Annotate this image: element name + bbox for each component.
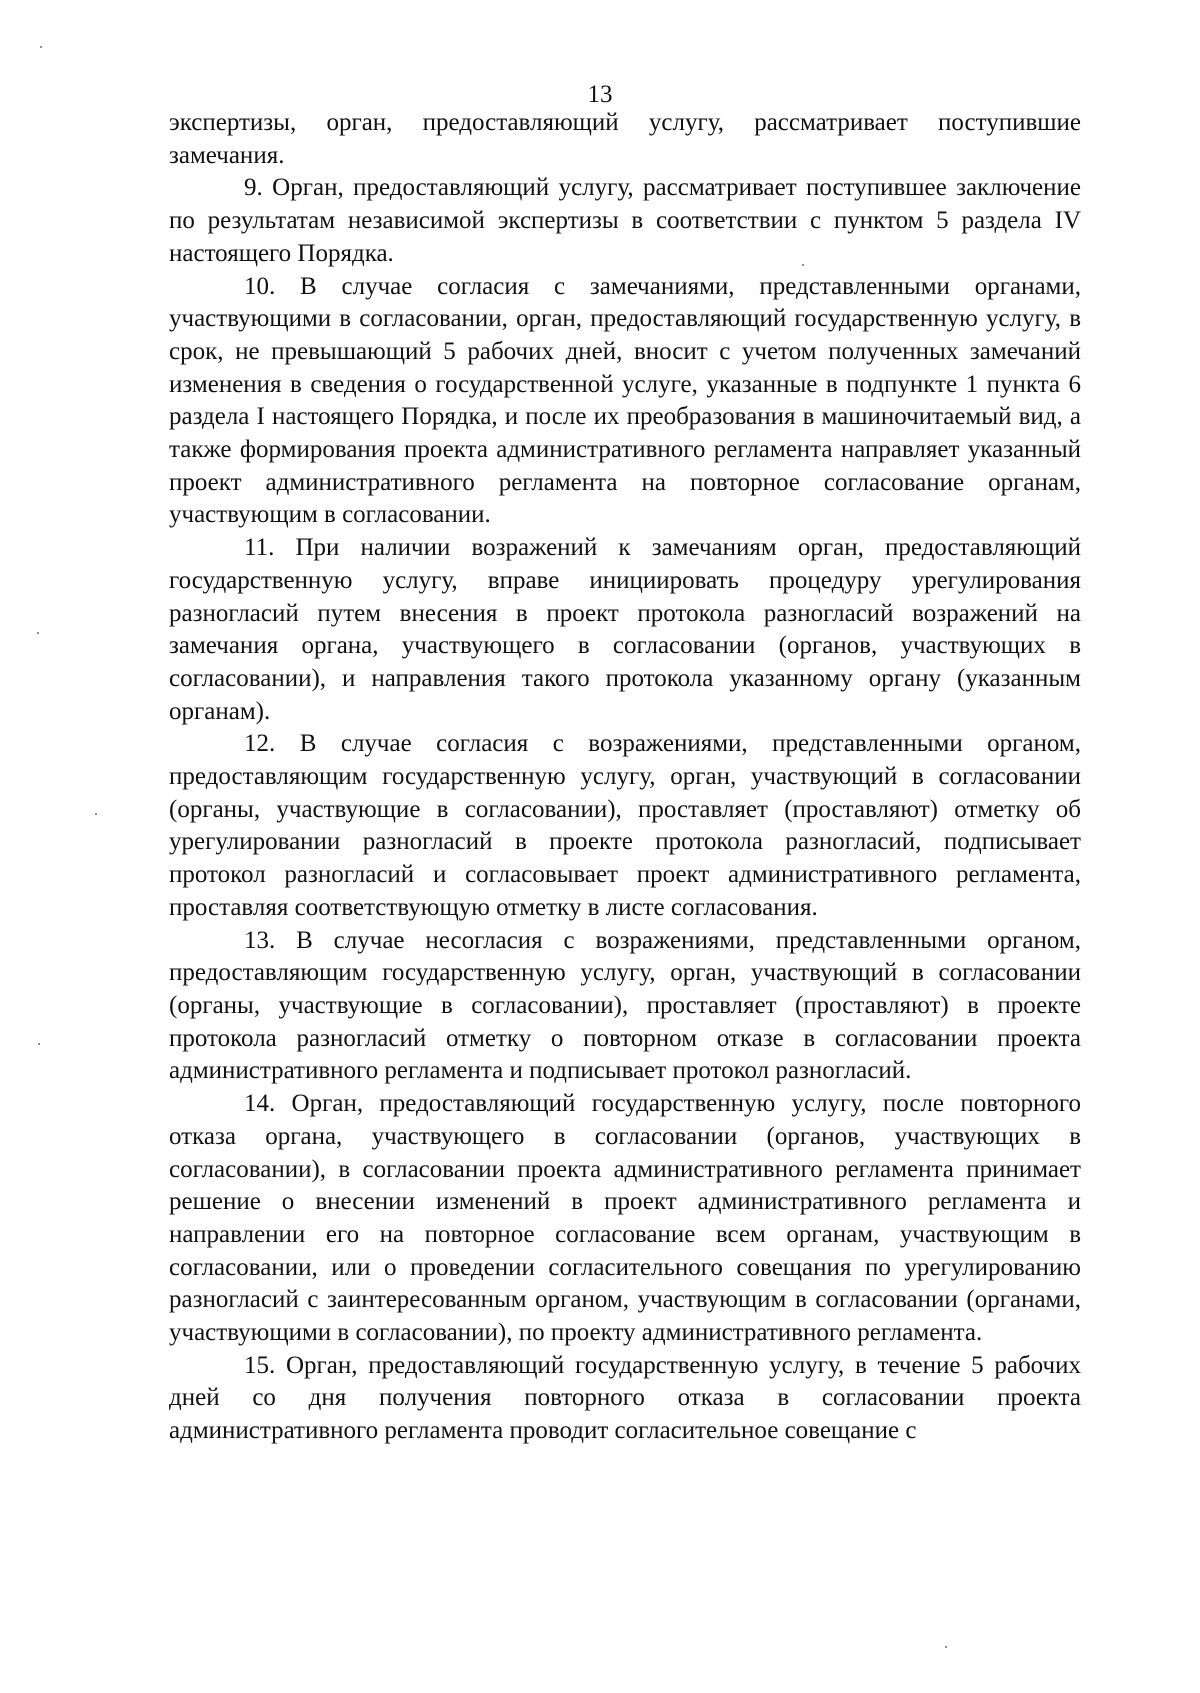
scan-speck [95,813,97,815]
paragraph-13: 13. В случае несогласия с возражениями, представленными органом, предоставляющим государственную услугу, орган, участвующий в согласовании (органы, участвующие в согласовании), проставляет (проставляют) в проекте протокола разногласий отметку о повторном отказе в согласовании проекта административного регламента и подписывает протокол разногласий. [169,926,1081,1085]
paragraph-10: 10. В случае согласия с замечаниями, представленными органами, участвующими в согласовании, орган, предоставляющий государственную услугу, в срок, не превышающий 5 рабочих дней, вносит с учетом полученных замечаний изменения в сведения о государственной услуге, указанные в подпункте 1 пункта 6 раздела I настоящего Порядка, и после их преобразования в машиночитаемый вид, а также формирования проекта административного регламента направляет указанный проект административного регламента на повторное согласование органам, участвующим в согласовании. [169,272,1081,529]
paragraph-15: 15. Орган, предоставляющий государственную услугу, в течение 5 рабочих дней со дня получения повторного отказа в согласовании проекта административного регламента проводит согласительное совещание с [169,1351,1081,1445]
paragraph-14: 14. Орган, предоставляющий государственную услугу, после повторного отказа органа, участвующего в согласовании (органов, участвующих в согласовании), в согласовании проекта административного регламента принимает решение о внесении изменений в проект административного регламента и направлении его на повторное согласование всем органам, участвующим в согласовании, или о проведении согласительного совещания по урегулированию разногласий с заинтересованным органом, участвующим в согласовании (органами, участвующими в согласовании), по проекту административного регламента. [169,1090,1081,1347]
scan-speck [37,632,39,634]
scan-speck [38,1043,40,1045]
paragraph-12: 12. В случае согласия с возражениями, представленными органом, предоставляющим государственную услугу, орган, участвующий в согласовании (органы, участвующие в согласовании), проставляет (проставляют) отметку об урегулировании разногласий в проекте протокола разногласий, подписывает протокол разногласий и согласовывает проект административного регламента, проставляя соответствующую отметку в листе согласования. [169,730,1081,921]
scan-speck [40,46,42,48]
paragraph-11: 11. При наличии возражений к замечаниям орган, предоставляющий государственную услугу, вправе инициировать процедуру урегулирования разногласий путем внесения в проект протокола разногласий возражений на замечания органа, участвующего в согласовании (органов, участвующих в согласовании), и направления такого протокола указанному органу (указанным органам). [169,534,1081,725]
scan-speck [802,264,804,266]
page-number: 13 [587,81,613,108]
scan-speck [945,1646,947,1648]
paragraph-9: 9. Орган, предоставляющий услугу, рассматривает поступившее заключение по результатам независимой экспертизы в соответствии с пунктом 5 раздела IV настоящего Порядка. [169,174,1081,267]
body-text [169,107,1081,1448]
paragraph-continuation: экспертизы, орган, предоставляющий услугу, рассматривает поступившие замечания. [169,109,1081,169]
